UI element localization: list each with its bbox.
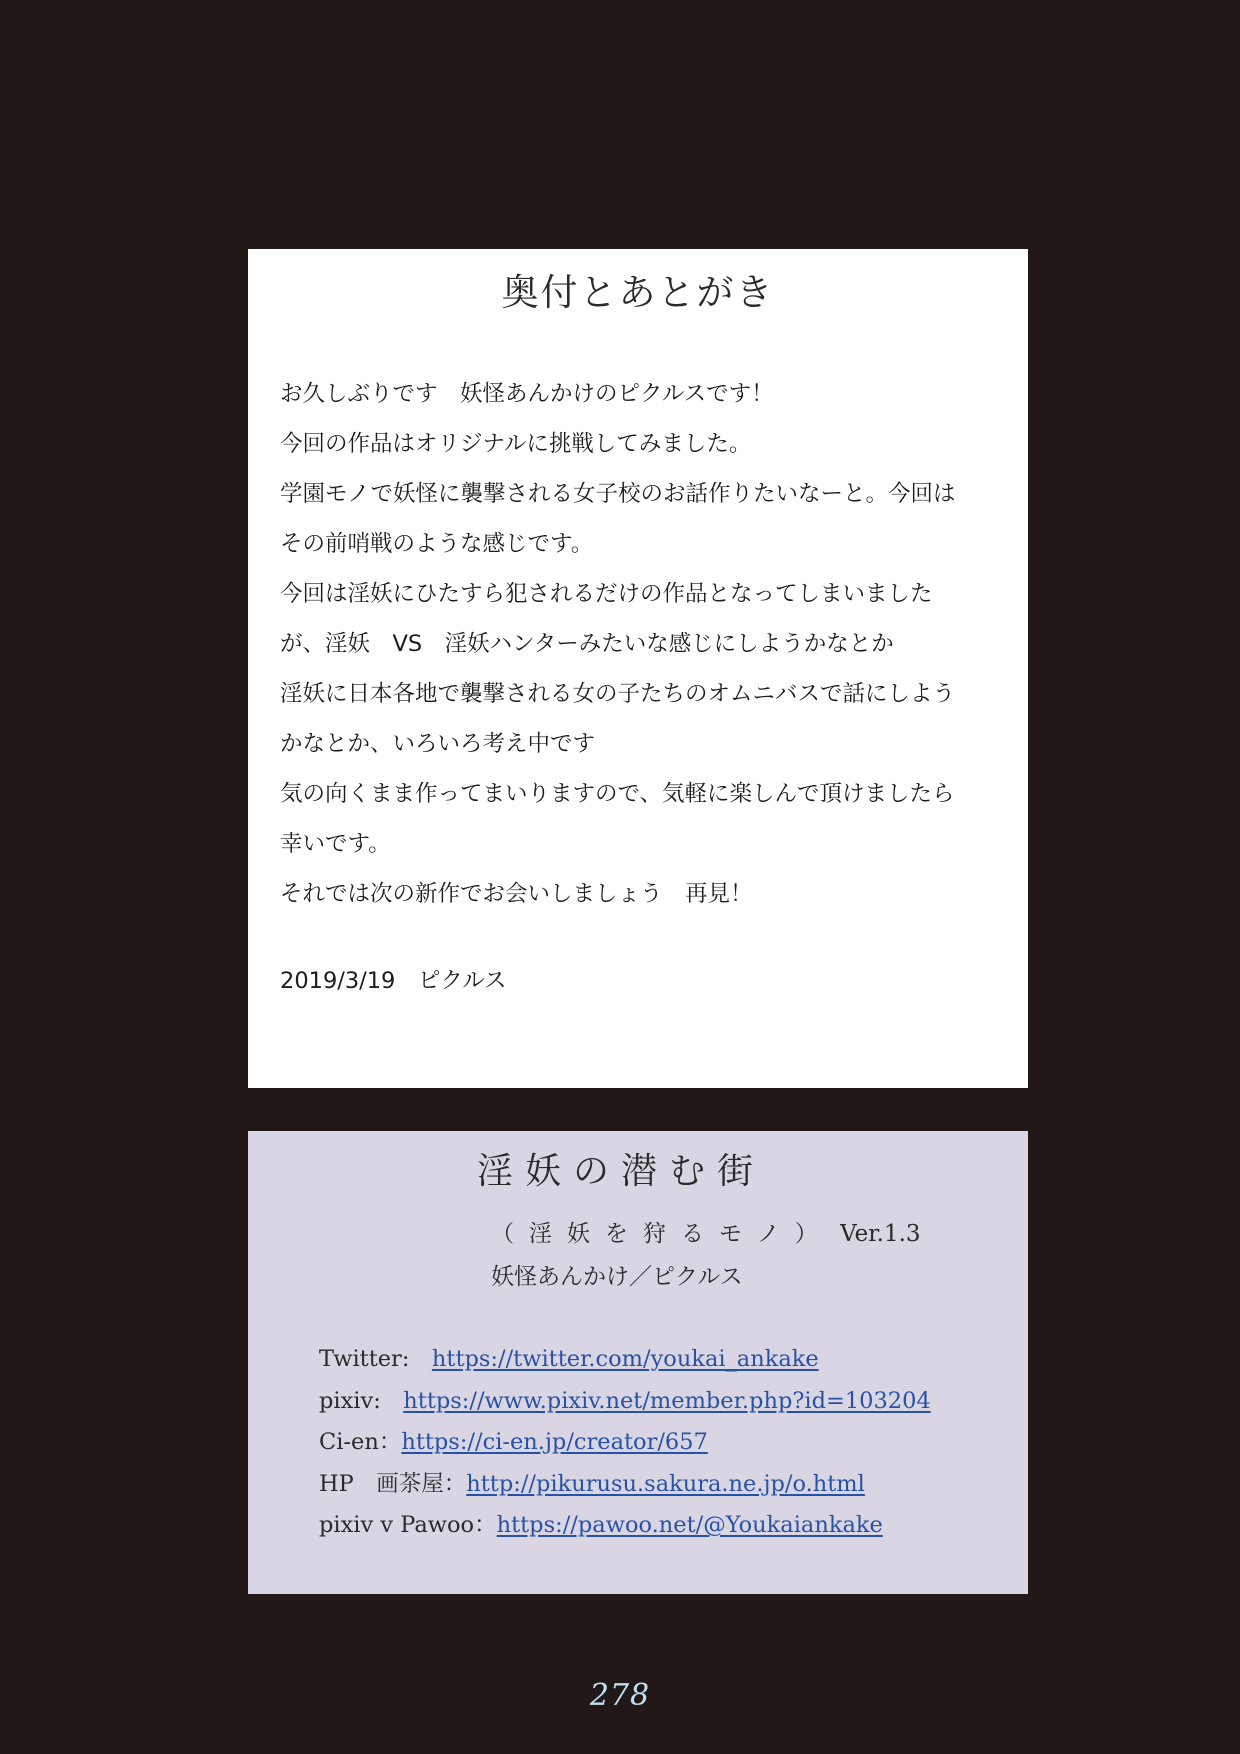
- link-row-ci-en: [319, 1422, 931, 1464]
- afterword-line: その前哨戦のような感じです。: [280, 531, 594, 557]
- link-row-pixiv: [319, 1381, 931, 1423]
- colophon-subtitle-line: [491, 1215, 921, 1248]
- colophon-title: 淫妖の潜む街: [477, 1151, 766, 1192]
- afterword-line: が、淫妖 VS 淫妖ハンターみたいな感じにしようかなとか: [280, 631, 894, 657]
- afterword-line: 今回は淫妖にひたすら犯されるだけの作品となってしまいました: [280, 581, 933, 607]
- afterword-line: 幸いです。: [280, 831, 391, 857]
- afterword-line: お久しぶりです 妖怪あんかけのピクルスです！: [280, 381, 774, 407]
- colophon-version: Ver.1.3: [840, 1221, 921, 1247]
- link-label-twitter: Twitter:: [319, 1346, 432, 1372]
- afterword-line: かなとか、いろいろ考え中です: [280, 731, 596, 757]
- link-homepage[interactable]: http://pikurusu.sakura.ne.jp/o.html: [466, 1470, 865, 1497]
- colophon-panel: [248, 1131, 1028, 1594]
- link-ci-en[interactable]: https://ci-en.jp/creator/657: [401, 1429, 708, 1455]
- contact-links: [319, 1339, 931, 1547]
- link-label-homepage: HP 画茶屋：: [319, 1470, 467, 1497]
- link-label-pixiv: pixiv:: [319, 1387, 404, 1414]
- afterword-line: 今回の作品はオリジナルに挑戦してみました。: [280, 431, 752, 457]
- page-number: 278: [589, 1678, 651, 1713]
- link-twitter[interactable]: https://twitter.com/youkai_ankake: [431, 1346, 819, 1372]
- link-row-pawoo: [319, 1505, 931, 1547]
- afterword-line: 気の向くまま作ってまいりますので、気軽に楽しんで頂けましたら: [280, 781, 955, 807]
- afterword-body: [280, 369, 996, 919]
- link-label-ci-en: Ci-en：: [319, 1429, 402, 1455]
- afterword-line: 学園モノで妖怪に襲撃される女子校のお話作りたいなーと。今回は: [280, 481, 956, 507]
- link-pixiv[interactable]: https://www.pixiv.net/member.php?id=103204: [403, 1387, 931, 1414]
- link-pawoo[interactable]: https://pawoo.net/@Youkaiankake: [496, 1512, 883, 1538]
- afterword-line: それでは次の新作でお会いしましょう 再見！: [280, 881, 753, 907]
- afterword-line: 淫妖に日本各地で襲撃される女の子たちのオムニバスで話にしよう: [280, 681, 956, 707]
- colophon-subtitle: （淫妖を狩るモノ）: [491, 1221, 833, 1247]
- link-row-twitter: [319, 1339, 931, 1381]
- colophon-author: 妖怪あんかけ／ピクルス: [491, 1264, 743, 1290]
- link-label-pawoo: pixiv v Pawoo：: [319, 1512, 497, 1538]
- link-row-homepage: [319, 1464, 931, 1506]
- afterword-title: 奥付とあとがき: [501, 271, 775, 314]
- afterword-signature: 2019/3/19 ピクルス: [280, 968, 507, 994]
